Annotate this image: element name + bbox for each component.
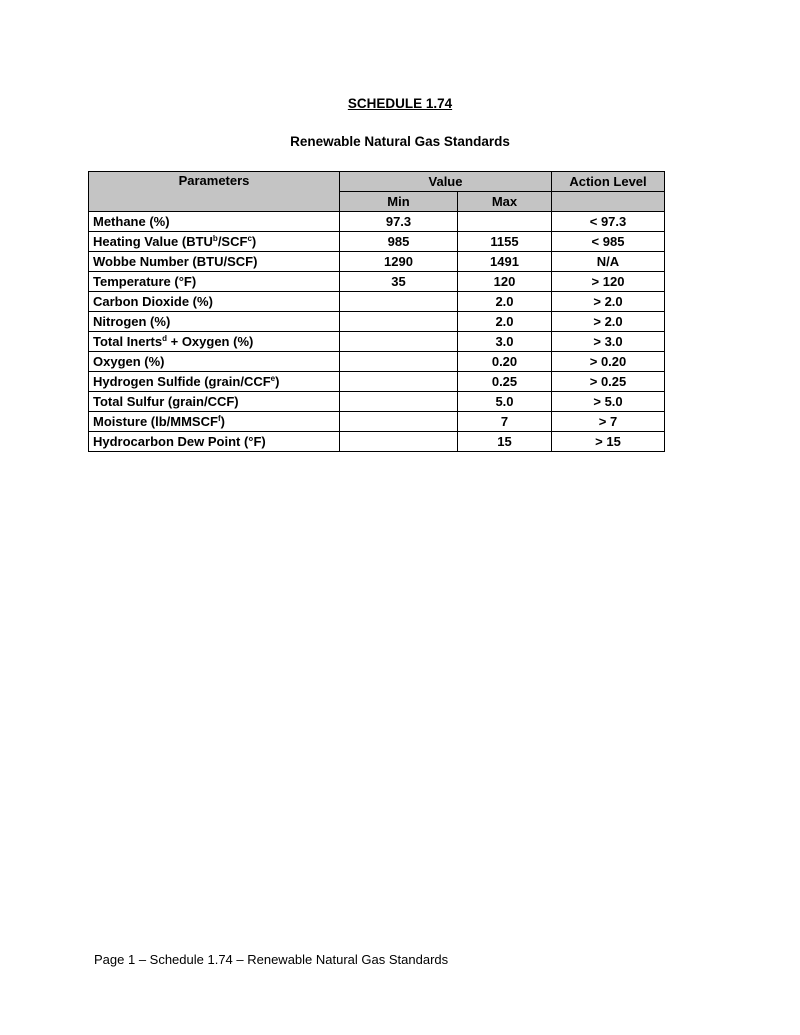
action-level-cell: > 120 (552, 272, 665, 292)
max-cell: 120 (458, 272, 552, 292)
table-row (89, 272, 665, 292)
header-max: Max (458, 192, 552, 212)
parameter-cell (89, 412, 340, 432)
action-level-cell: < 97.3 (552, 212, 665, 232)
table-row (89, 332, 665, 352)
parameter-text: ) (251, 233, 257, 249)
min-cell (340, 392, 458, 412)
min-cell: 1290 (340, 252, 458, 272)
footnote-marker: d (162, 333, 167, 343)
parameter-cell (89, 232, 340, 252)
table-row (89, 372, 665, 392)
action-level-cell: > 3.0 (552, 332, 665, 352)
min-cell (340, 412, 458, 432)
max-cell: 0.20 (458, 352, 552, 372)
footnote-marker: f (217, 413, 221, 423)
max-cell (458, 212, 552, 232)
min-cell: 97.3 (340, 212, 458, 232)
table-row (89, 352, 665, 372)
parameter-text: ) (275, 373, 280, 389)
action-level-cell: > 7 (552, 412, 665, 432)
min-cell: 35 (340, 272, 458, 292)
header-min: Min (340, 192, 458, 212)
min-cell (340, 292, 458, 312)
table-row (89, 312, 665, 332)
parameter-cell (89, 372, 340, 392)
table-row (89, 232, 665, 252)
header-action-blank (552, 192, 665, 212)
action-level-cell: > 0.25 (552, 372, 665, 392)
parameter-cell: Hydrocarbon Dew Point (°F) (89, 432, 340, 452)
min-cell (340, 372, 458, 392)
min-cell: 985 (340, 232, 458, 252)
header-value: Value (340, 172, 552, 192)
max-cell: 5.0 (458, 392, 552, 412)
min-cell (340, 312, 458, 332)
max-cell: 15 (458, 432, 552, 452)
footnote-marker: e (270, 373, 276, 383)
max-cell: 1491 (458, 252, 552, 272)
parameter-cell: Methane (%) (89, 212, 340, 232)
page-subtitle: Renewable Natural Gas Standards (290, 134, 510, 149)
page-title: SCHEDULE 1.74 (347, 96, 453, 111)
min-cell (340, 352, 458, 372)
action-level-cell: N/A (552, 252, 665, 272)
action-level-cell: < 985 (552, 232, 665, 252)
table-row (89, 412, 665, 432)
max-cell: 7 (458, 412, 552, 432)
parameter-text: ) (220, 413, 225, 429)
table-body (89, 212, 665, 452)
parameter-cell (89, 332, 340, 352)
parameter-cell: Nitrogen (%) (89, 312, 340, 332)
table-row (89, 292, 665, 312)
header-action-level: Action Level (552, 172, 665, 192)
max-cell: 0.25 (458, 372, 552, 392)
max-cell: 1155 (458, 232, 552, 252)
min-cell (340, 332, 458, 352)
table-row (89, 212, 665, 232)
page-footer: Page 1 – Schedule 1.74 – Renewable Natural Gas Standards (94, 952, 449, 967)
parameter-cell: Oxygen (%) (89, 352, 340, 372)
min-cell (340, 432, 458, 452)
parameter-cell: Temperature (°F) (89, 272, 340, 292)
parameter-text: Heating Value (BTU (93, 233, 213, 249)
parameter-text: Total Inerts (93, 333, 163, 349)
parameter-text: /SCF (217, 233, 248, 249)
max-cell: 2.0 (458, 292, 552, 312)
action-level-cell: > 0.20 (552, 352, 665, 372)
max-cell: 2.0 (458, 312, 552, 332)
parameter-text: + Oxygen (%) (167, 333, 254, 349)
parameter-cell: Total Sulfur (grain/CCF) (89, 392, 340, 412)
parameter-text: Hydrogen Sulfide (grain/CCF (93, 373, 271, 389)
table-header-row (89, 172, 665, 192)
max-cell: 3.0 (458, 332, 552, 352)
action-level-cell: > 2.0 (552, 312, 665, 332)
gas-standards-table (88, 171, 665, 452)
table-row (89, 392, 665, 412)
table-row (89, 432, 665, 452)
table-row (89, 252, 665, 272)
parameter-cell: Wobbe Number (BTU/SCF) (89, 252, 340, 272)
header-parameters: Parameters (89, 172, 340, 212)
action-level-cell: > 5.0 (552, 392, 665, 412)
footnote-marker: b (212, 233, 218, 243)
action-level-cell: > 2.0 (552, 292, 665, 312)
footnote-marker: c (247, 233, 252, 243)
parameter-text: Moisture (lb/MMSCF (93, 413, 218, 429)
parameter-cell: Carbon Dioxide (%) (89, 292, 340, 312)
action-level-cell: > 15 (552, 432, 665, 452)
